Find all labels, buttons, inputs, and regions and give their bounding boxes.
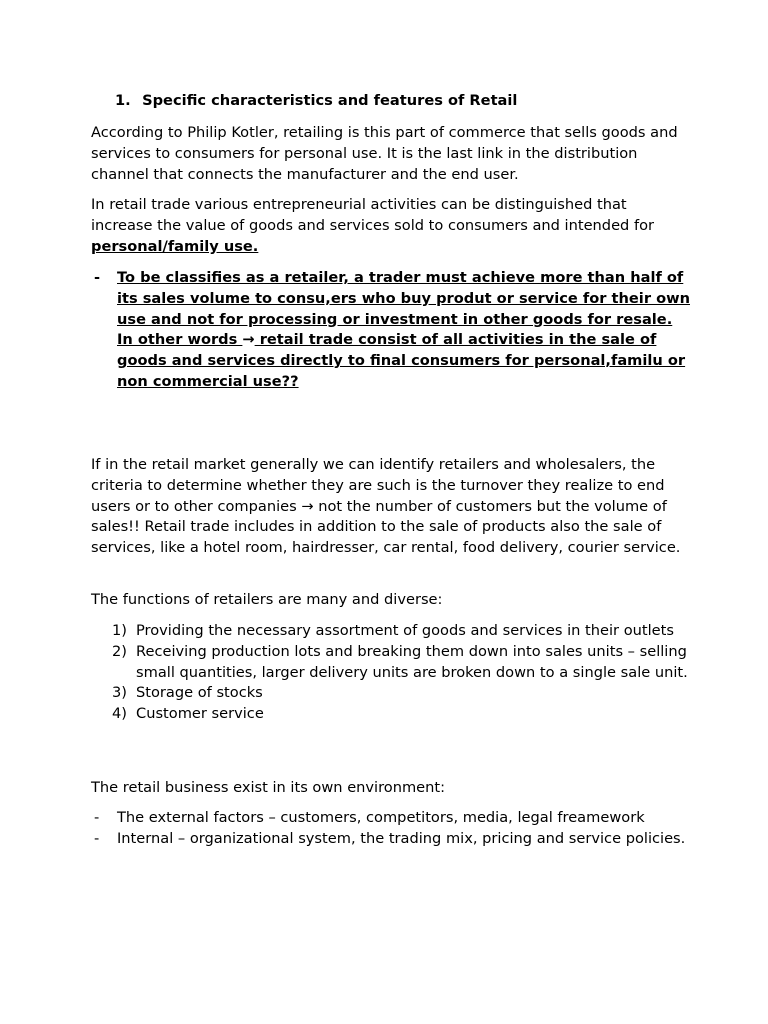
heading-title: Specific characteristics and features of Retail [142,92,518,109]
function-text: Customer service [136,705,264,723]
paragraph-functions-intro: The functions of retailers are many and diverse: [91,591,443,608]
list-item [91,829,691,850]
bullet-dash: - [94,809,100,826]
list-number: 3) [112,684,127,702]
section-heading [115,91,517,112]
right-arrow-icon: → [242,331,255,349]
paragraph-environment-intro: The retail business exist in its own environment: [91,779,446,796]
functions-list [91,621,691,725]
function-text: Storage of stocks [136,684,263,702]
list-item [91,642,691,684]
retail-trade-definition-text: retail trade consist of all activities in the sale of goods and services directly to final consumers for personal,familu or non commercial use?? [117,331,686,390]
bullet-dash: - [94,269,101,286]
retailer-classification-text: To be classifies as a retailer, a trader must achieve more than half of its sales volume to consu,ers who buy produt or service for their own use and not for processing or investment in other goods for resale. [117,269,690,328]
function-text: Providing the necessary assortment of goods and services in their outlets [136,622,674,639]
list-number: 2) [112,642,127,660]
bullet-dash: - [94,829,100,847]
retail-market-text-end: not the number of customers but the volume of sales!! Retail trade includes in addition to the sale of products also the sale of services, like a hotel room, hairdresser, car rental, food delivery, courier service. [91,497,681,557]
paragraph-kotler-definition: According to Philip Kotler, retailing is this part of commerce that sells goods and services to consumers for personal use. It is the last link in the distribution channel that connects the manufacturer and the end user. [91,124,678,183]
heading-number: 1. [115,92,131,109]
list-item [91,621,691,642]
retailer-criteria-list [91,268,691,393]
right-arrow-icon: → [301,497,314,515]
in-other-words-text: In other words [117,331,243,349]
list-number: 1) [112,622,127,639]
retail-market-text-start: If in the retail market generally we can identify retailers and wholesalers, the criteria to determine whether they are such is the turnover they realize to end users or to other companies [91,456,665,515]
list-item [91,683,691,704]
paragraph-entrepreneurial-activities [91,195,691,257]
function-text: Receiving production lots and breaking them down into sales units – selling small quantities, larger delivery units are broken down to a single sale unit. [136,642,688,681]
paragraph-entrepreneurial-text: In retail trade various entrepreneurial activities can be distinguished that increase the value of goods and services sold to consumers and intended for [91,196,655,234]
paragraph-retail-market-criteria [91,455,691,559]
environment-list [91,808,691,850]
personal-family-use-emphasis: personal/family use. [91,237,259,255]
list-item [91,268,691,393]
environment-factor-text: The external factors – customers, competitors, media, legal freamework [117,809,645,826]
list-item [91,704,691,725]
environment-factor-text: Internal – organizational system, the trading mix, pricing and service policies. [117,829,686,847]
list-item [91,808,691,829]
list-number: 4) [112,705,127,723]
